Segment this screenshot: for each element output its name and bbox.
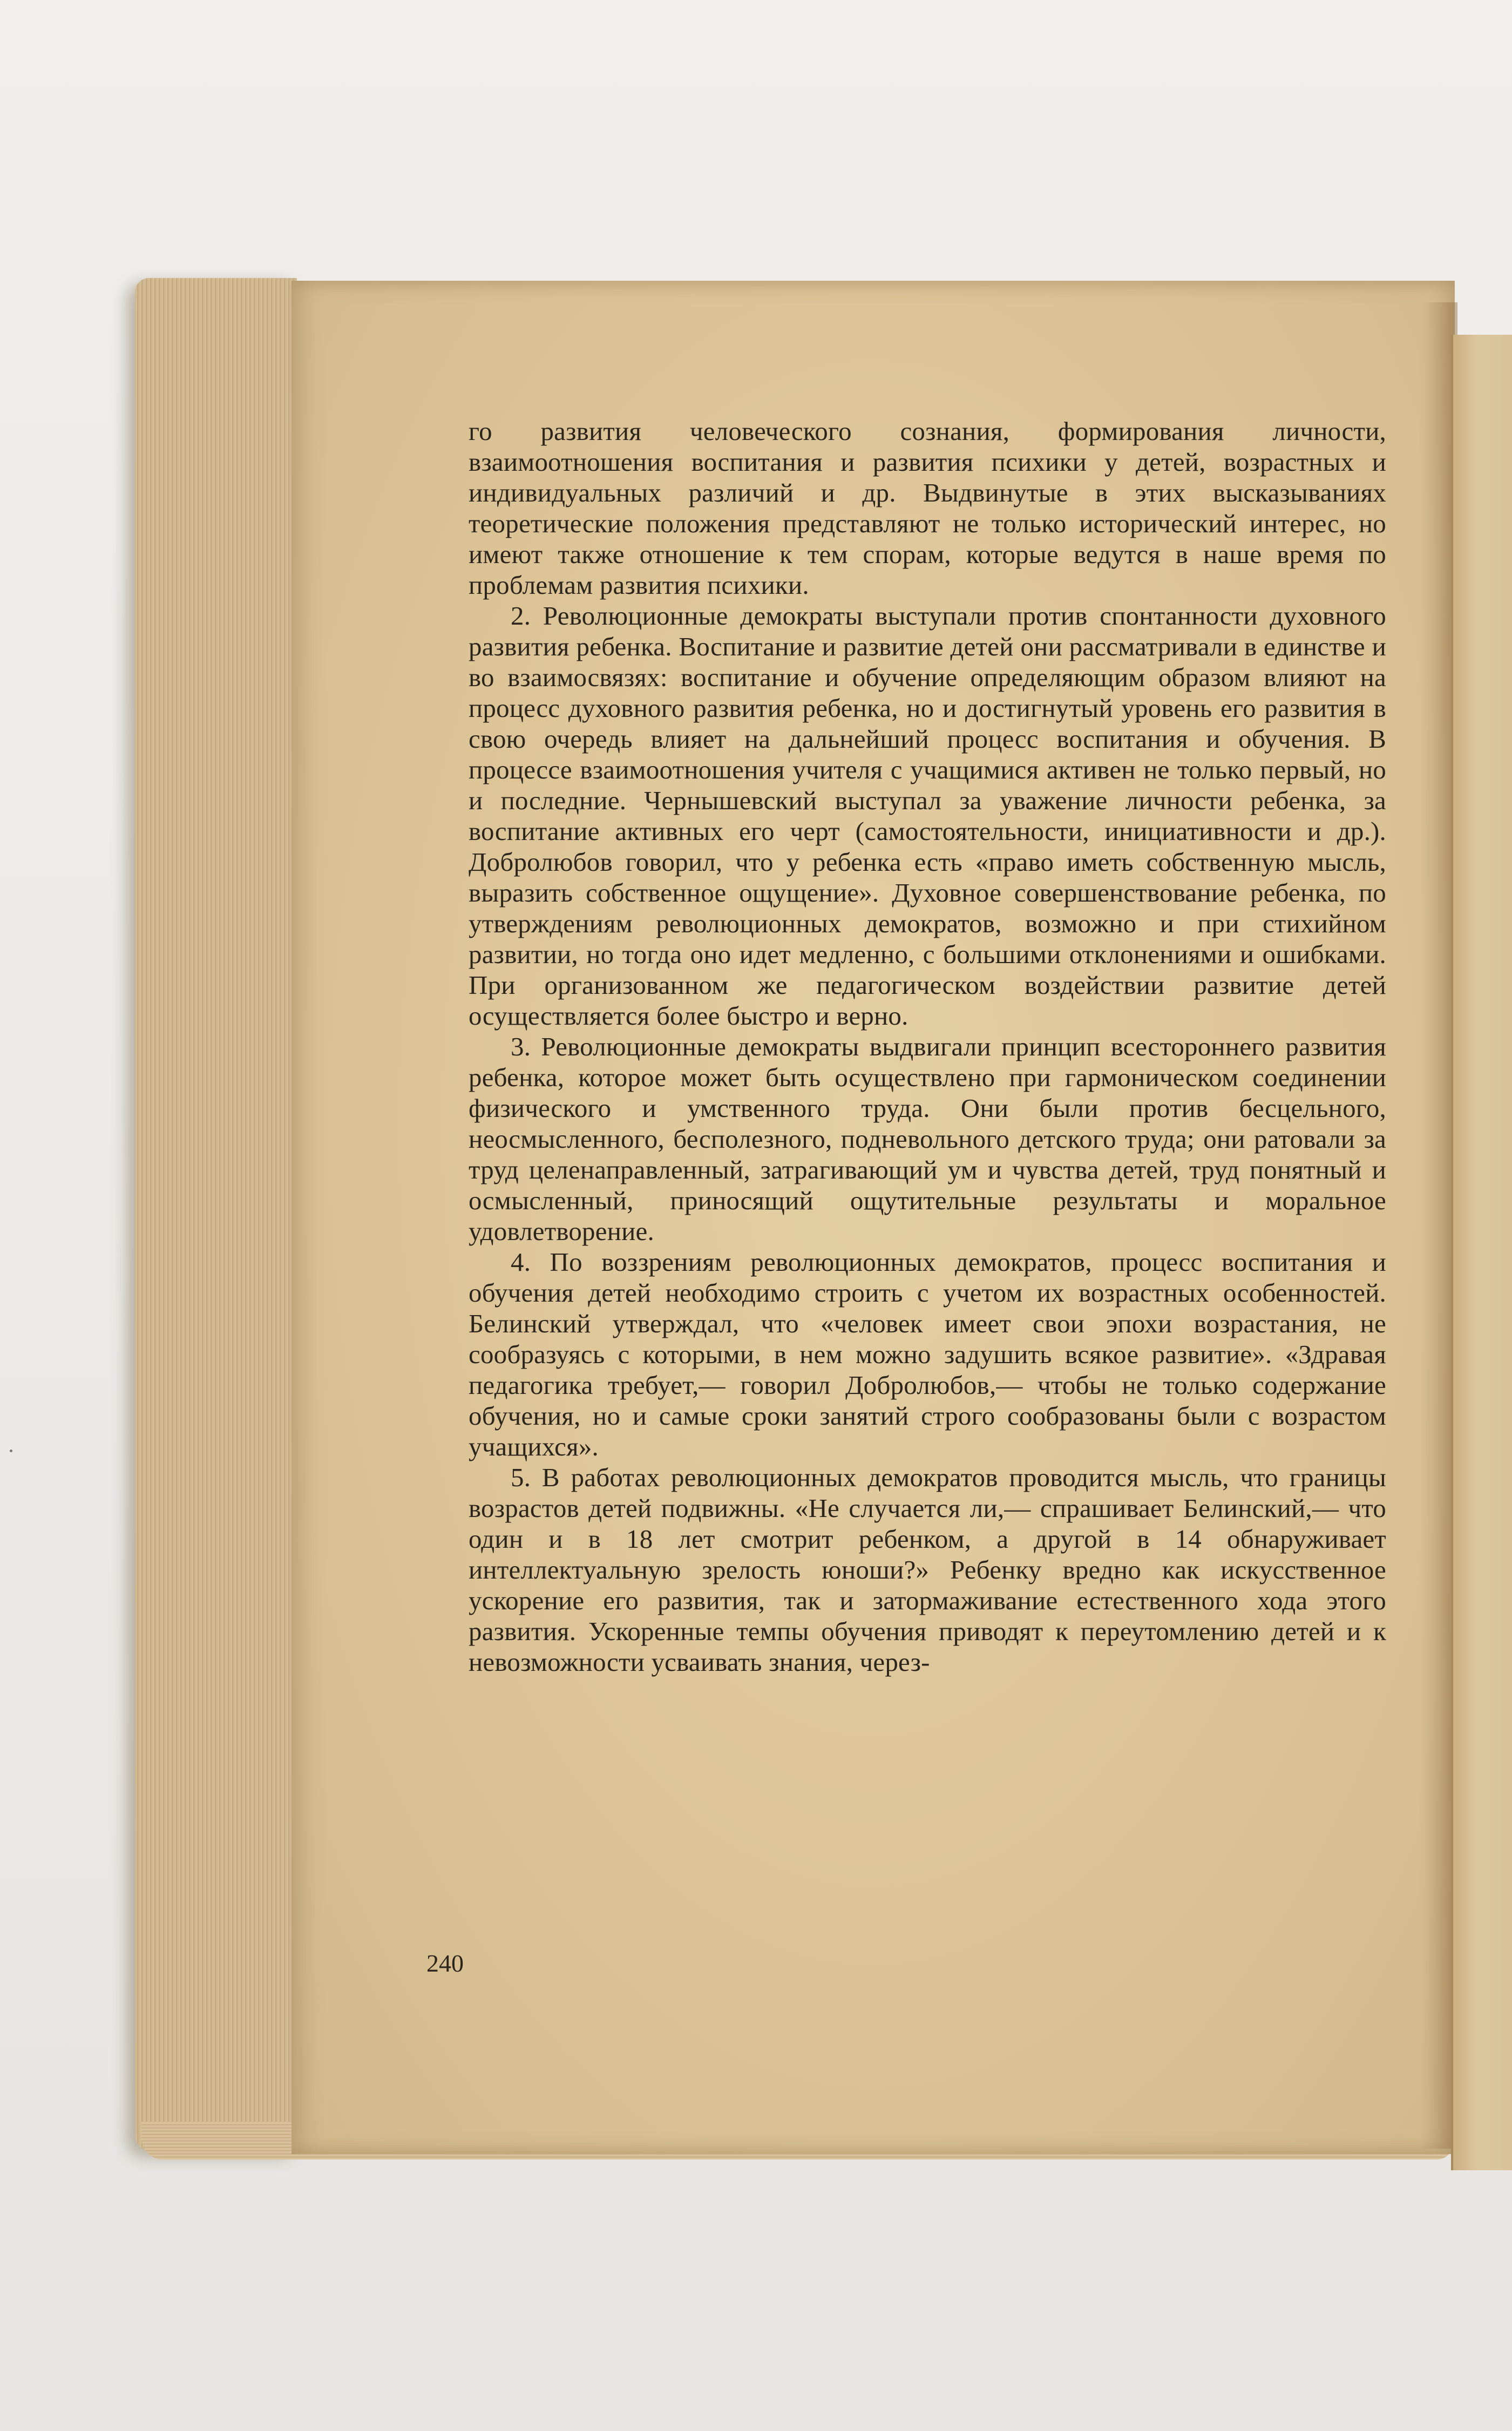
paragraph-5: 5. В работах революционных демократов проводится мысль, что границы возрастов детей подвижны. «Не случается ли,— спрашивает Белинский,— что один и в 18 лет смотрит ребенком, а другой в 14 обнаруживает интеллектуальную зрелость юноши?» Ребенку вредно как искусственное ускорение его развития, так и затормаживание естественного хода этого развития. Ускоренные темпы обучения приводят к переутомлению детей и к невозможности усваивать знания, через- <box>469 1462 1386 1677</box>
page-text <box>469 416 1386 1677</box>
book-page-edges <box>135 278 297 2151</box>
paragraph-3: 3. Революционные демократы выдвигали принцип всестороннего развития ребенка, которое может быть осуществлено при гармоническом соединении физического и умственного труда. Они были против бесцельного, неосмысленного, бесполезного, подневольного детского труда; они ратовали за труд целенаправленный, затрагивающий ум и чувства детей, труд понятный и осмысленный, приносящий ощутительные результаты и моральное удовлетворение. <box>469 1032 1386 1246</box>
paragraph-4: 4. По воззрениям революционных демократов, процесс воспитания и обучения детей необходимо строить с учетом их возрастных особенностей. Белинский утверждал, что «человек имеет свои эпохи возрастания, не сообразуясь с которыми, в нем можно задушить всякое развитие». «Здравая педагогика требует,— говорил Добролюбов,— чтобы не только содержание обучения, но и самые сроки занятий строго сообразованы были с возрастом учащихся». <box>469 1247 1386 1461</box>
paragraph-continuation: го развития человеческого сознания, формирования личности, взаимоотношения воспитания и развития психики у детей, возрастных и индивидуальных различий и др. Выдвинутые в этих высказываниях теоретические положения представляют не только исторический интерес, но имеют также отношение к тем спорам, которые ведутся в наше время по проблемам развития психики. <box>469 416 1386 600</box>
margin-speck <box>10 1450 12 1452</box>
page-number: 240 <box>426 1949 464 1977</box>
adjacent-page-edge <box>1451 335 1512 2170</box>
paragraph-2: 2. Революционные демократы выступали против спонтанности духовного развития ребенка. Воспитание и развитие детей они рассматривали в единстве и во взаимосвязях: воспитание и обучение определяющим образом влияют на процесс духовного развития ребенка, но и достигнутый уровень его развития в свою очередь влияет на дальнейший процесс воспитания и обучения. В процессе взаимоотношения учителя с учащимися активен не только первый, но и последние. Чернышевский выступал за уважение личности ребенка, за воспитание активных его черт (самостоятельности, инициативности и др.). Добролюбов говорил, что у ребенка есть «право иметь собственную мысль, выразить собственное ощущение». Духовное совершенствование ребенка, по утверждениям революционных демократов, возможно и при стихийном развитии, но тогда оно идет медленно, с большими отклонениями и ошибками. При организованном же педагогическом воздействии развитие детей осуществляется более быстро и верно. <box>469 601 1386 1031</box>
